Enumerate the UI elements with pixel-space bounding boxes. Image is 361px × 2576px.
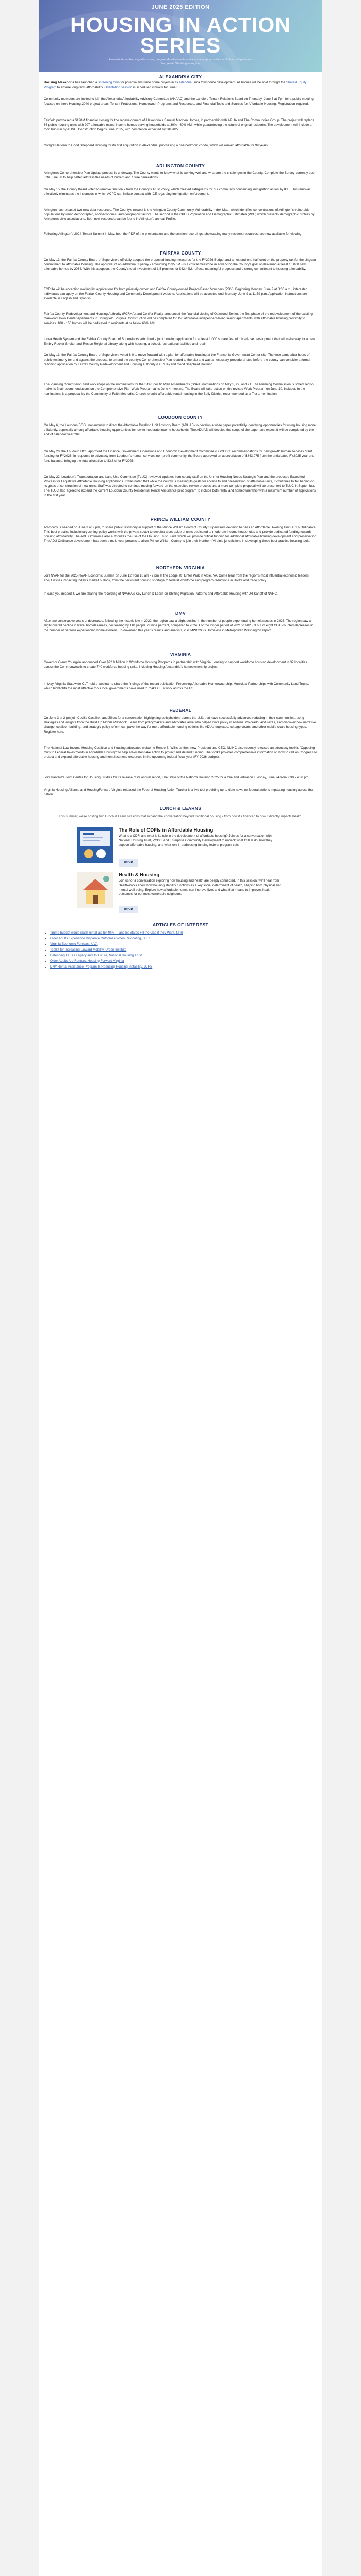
virginia-para-2: In May, Virginia Statewide CLT held a webinar to share the findings of the recent publication Preserving Affordable Homeownership: Municipal Partnerships with Community Land Trusts, which highlights the most effective tools local governments have used to make CLTs work across the US.: [44, 682, 309, 690]
article-item[interactable]: [50, 965, 317, 970]
nova-para-1: Join NVAR for the 2025 NVAR Economic Summit on June 12 from 10 am - 2 pm at the Lodge at Hunter Park in Aldie, VA. Come hear from the region's most influential economic leaders about issues impacting today's market outlook, from the persistent housing shortage to federal workforce and program reductions in DoD's and trade policy.: [44, 574, 309, 582]
text: has launched a: [74, 81, 99, 84]
federal-para-2: The National Low Income Housing Coalition and housing advocates welcome Renee B. Willis as their new President and CEO. NLIHC also recently released an advocacy toolkit, "Opposing Cuts to Federal Investments in Affordable Housing" to help advocates take action to protect and defend funding. The toolkit provides comprehensive information on how to call on Congress to protect and expand affordable housing and homelessness resources in the upcoming federal fiscal year (FY 2026 budget).: [44, 746, 317, 759]
article-link[interactable]: Defending HUD's Legacy and its Future, National Housing Trust: [50, 953, 142, 957]
article-link[interactable]: Trump budget would slash rental aid by 40% — and let States Fill the Gap if they Want, NPR: [50, 931, 183, 935]
federal-para-1: On June 3 at 2 pm join Cecilia Castillion and Zillow for a conversation highlighting policyholders across the U.S. that have successfully advanced reducing in their communities, using strategies and insights from the Build Up Mobile Playbook. Learn from policymakers and advocates alike who helped drive policy in Arizona, Colorado, and Texas, and discover how narrative change, coalition-building, and strategic policy reform can pave the way for more affordable housing options like ADUs, duplexes, cottage courts, and other mobile-scale housing types. Register here.: [44, 716, 316, 734]
lunch-card-title: The Role of CDFIs in Affordable Housing: [119, 827, 214, 833]
fairfax-para-5: On May 13, the Fairfax County Board of Supervisors voted 8-0 to move forward with a plan for affordable housing at the Franconia Government Center site. The vote came after hours of public testimony for and against the proposal to amend the county's Comprehensive Plan related to the site and was a necessary procedural step before the county can consider a formal rezoning application by Fairfax County Redevelopment and Housing Authority (FCRHA) and Good Shepherd Housing.: [44, 353, 310, 366]
hero-banner: [39, 0, 322, 72]
section-heading: NORTHERN VIRGINIA: [156, 565, 205, 570]
section-heading: DMV: [175, 611, 186, 616]
section-heading: ALEXANDRIA CITY: [159, 74, 202, 79]
article-item[interactable]: [50, 954, 317, 958]
article-item[interactable]: [50, 931, 317, 936]
article-link[interactable]: Older Adults Are Renters, Housing Forward Virginia: [50, 959, 124, 963]
section-lunch-learns: [44, 805, 317, 811]
article-link[interactable]: DNY Rental Assistance Program Is Reducing Housing Instability, JCHS: [50, 964, 153, 969]
article-link[interactable]: Virginia Economic Forecast, UVA: [50, 942, 98, 946]
shared-equity-link[interactable]: Shared Equity Program: [44, 81, 307, 89]
articles-list: [44, 931, 317, 971]
text: for potential first-time home buyers in its: [119, 81, 179, 84]
health-housing-thumbnail-icon: [77, 872, 113, 908]
section-heading: FEDERAL: [169, 708, 192, 713]
edition-label: JUNE 2025 EDITION: [151, 4, 210, 10]
section-loudoun: [44, 414, 317, 420]
fairfax-para-3: Fairfax County Redevelopment and Housing Authority (FCRHA) and Conifer Realty announced the financial closing of Oakwood Senior, the first phase of the redevelopment of the existing Oakwood Town Center Apartments in Springfield, Virginia. Construction will be completed for 150 affordable independent-living senior apartments, with affordable housing proximity to services. 100 - 150 homes will be dedicated to residents at or below 60% AMI.: [44, 312, 313, 325]
orientation-link[interactable]: Orientation session: [104, 85, 133, 89]
article-link[interactable]: Toolkit for Increasing Upward Mobility, Urban Institute: [50, 947, 127, 952]
nova-para-2: In case you missed it, we are sharing the recording of NVAHA's Key Lunch & Learn on Shifting Migration Patterns and Affordable Housing with JR Kanoff of NVRC.: [44, 592, 278, 596]
hero-subtitle: A newsletter on housing affordance, program developments and advocacy opportunities in Northern Virginia and the greater Washington region.: [109, 58, 252, 65]
article-item[interactable]: [50, 959, 317, 964]
federal-para-4: Virginia Housing Alliance and HousingForward Virginia released the Federal Housing Action Tracker is a live tool providing up-to-date news on federal actions impacting housing across the nation.: [44, 788, 313, 796]
section-virginia: [44, 651, 317, 657]
rsvp-button[interactable]: RSVP: [119, 906, 138, 913]
alexandria-para-4: Congratulations to Good Shepherd Housing for its first acquisition in Alexandria, purchasing a one-bedroom condo, which will remain affordable for 99 years.: [44, 144, 269, 147]
article-item[interactable]: [50, 942, 317, 947]
text: is scheduled virtually for June 5.: [132, 85, 179, 89]
arlington-para-3: Arlington has released two new data resources. The County's newest is the Arlington County Community Vulnerability Index Map, which identifies concentrations of Arlington's vulnerable populations by using demographic, socioeconomic, and geographic factors. The second is the CPHD Population and Demographic Estimates (PDE) which presents demographic profiles by Arlington's civic associations. Both new resources can be found in Arlington's annual Profile.: [44, 208, 315, 221]
rsvp-button[interactable]: RSVP: [119, 859, 138, 867]
arlington-para-1: Arlington's Comprehensive Plan Update process is underway. The County wants to know what is working well and what are the challenges in the County. Complete the Survey currently open until June 30 to help better address the needs of current and future generations.: [44, 171, 316, 179]
section-heading: ARLINGTON COUNTY: [156, 163, 205, 168]
lunch-card-description: Join us for a conversation exploring how housing and health are deeply connected. In this session, we'll hear from HealthWorks about how housing stability functions as a key social determinant of health, shaping both physical and mental well-being. Explore how affordable homes can improve lives and what that means to improves health outcomes for our most vulnerable neighbors.: [119, 879, 281, 896]
section-heading: FAIRFAX COUNTY: [160, 250, 201, 256]
federal-para-3: Join Harvard's Joint Center for Housing Studies for its release of its annual report, The State of the Nation's Housing 2025 for a free and virtual on Tuesday, June 24 from 2:30 - 4:30 pm.: [44, 776, 309, 779]
lunch-card-cdfi: [77, 827, 284, 868]
article-link[interactable]: Older Adults Experience Disparate Outcomes When Relocating, JCHS: [50, 936, 152, 940]
lunch-card-description: What is a CDFI and what is its role in the development of affordable housing? Join us for a conversation with National Housing Trust, VCDC, and Enterprise Community Development to unpack what CDFIs do, how they support affordable housing, and what role in addressing funding federal program cuts.: [119, 834, 272, 847]
section-fairfax: [44, 250, 317, 256]
section-federal: [44, 707, 317, 714]
section-heading: VIRGINIA: [170, 652, 191, 657]
loudoun-para-2: On May 20, the Loudoun BOS approved the Finance, Government Operations and Economic Development Committee (FGOEDC) recommendations for new growth human services grant funding for FY2026. In response to advocacy from Loudoun's human services non-profit community, the Board approved an appropriation of $843,075 from the anticipated FY2025 year end fund balance, bringing the total allocation to $3,8M for FY2026.: [44, 450, 315, 463]
cdfi-thumbnail-icon: [77, 827, 113, 863]
fairfax-para-6: The Planning Commission held workshops on the nominations for the Site-Specific Plan Amendments (SSPA) nominations on May 5, 29, and 21. The Planning Commission is scheduled to make its final recommendations on the Comprehensive Plan Work Program at its June 4 meeting. The Board will take action on the revised Work Program on June 10. Included in the nominations is a proposal by the Community of Faith Methodist Church to build affordable rental housing in the Sully District, recommended as a Tier 1 nomination.: [44, 383, 314, 396]
arlington-para-4: Following Arlington's 2024 Tenant Summit in May, both the PDF of the presentation and the session recordings, showcasing many resident resources, are now available for viewing.: [44, 232, 303, 236]
lunch-intro: This summer, we're hosting two Lunch & Learn sessions that expand the conversation beyond traditional housing - from how it's financed to how it directly impacts health.: [58, 815, 303, 818]
section-heading: LOUDOUN COUNTY: [158, 415, 203, 420]
section-dmv: [44, 610, 317, 616]
article-item[interactable]: [50, 937, 317, 941]
section-alexandria: [44, 74, 317, 80]
pwc-para-1: Advocacy is needed on June 3 at 2 pm, to share public testimony in support of the Prince William Board of County Supervisors decision to pass an Affordable Dwelling Unit (ADU) Ordinance. This best practice inclusionary zoning policy works with the private sector to develop a set-aside of units dedicated to moderate income households and provide dedicated funding towards housing affordability. The ADU Ordinance also authorizes the use of the Housing Trust Fund, which will provide critical funding for additional affordable housing development and preservation. The ADU Ordinance development has been a multi-year process to allow Prince William County to join their Northern Virginia jurisdictions in developing these best practice housing tools.: [44, 526, 317, 543]
fairfax-para-4: Inova Health System and the Fairfax County Board of Supervisors submitted a joint housing application for at least 1,000 square feet of mixed-use development that will make way for a new Embry Rucker Shelter and Reston Regional Library, along with housing, a school, recreational facilities and retail.: [44, 337, 315, 346]
alexandria-para-1: [44, 81, 317, 90]
article-item[interactable]: [50, 948, 317, 953]
lunch-card-title: Health & Housing: [119, 872, 160, 878]
text: Luna townhome development. All homes will be sold through the: [191, 81, 286, 84]
newsletter-card: [39, 0, 322, 2576]
screening-form-link[interactable]: screening form: [98, 81, 120, 84]
section-northern-virginia: [44, 565, 317, 571]
arlandria-link[interactable]: Arlandria: [178, 81, 192, 84]
loudoun-para-3: On May 22, Loudoun's Transportation and Land Use Committee (TLUC) reviewed updates from county staff on the Unmet Housing Needs Strategic Plan and the proposed Expedited Process for Legislative Affordable Housing Applications. It was noted that while the county is meeting its goals for access to and preservation of attainable units, it continues to fall behind on its goals of construction of new units. Staff was directed to continue moving forward on the expedited review process and a more complete proposal will be presented to TLUC in September. The TLUC also agreed to expand the current Loudoun County Residential Rental Assistance pilot program to include both rental and homeownership with a maximum number of applications in the first year.: [44, 475, 316, 497]
section-articles: [44, 922, 317, 928]
fairfax-para-2: FCRHA will be accepting waiting list applications for both privately-owned and Fairfax County-owned Project-Based Vouchers (PBV). Beginning Monday, June 2 at 8:00 a.m., interested individuals can apply on the Fairfax County Housing and Community Development website. Applications will be accepted until Monday, June 9 at 11:59 p.m. Application instructions are available in English and Spanish.: [44, 287, 308, 300]
hero-title: [39, 14, 322, 56]
section-heading: ARTICLES OF INTEREST: [152, 922, 209, 927]
hero-title-line2: SERIES: [140, 33, 221, 57]
org-name: Housing Alexandria: [44, 81, 74, 84]
lunch-card-health: [77, 872, 284, 914]
hero-title-line1: HOUSING IN ACTION: [70, 13, 291, 37]
section-heading: PRINCE WILLIAM COUNTY: [150, 517, 211, 522]
alexandria-para-2: Community members are invited to join the Alexandria Affordability Advisory Committee (AHAAC) and the Landlord Tenant Relations Board on Thursday, June 5 at 7pm for a public meeting focused on three Housing 2040 project areas: Tenant Protections, Homeowner Programs and Resources, and Financial Tools and Sources for Affordable Housing. Registration required.: [44, 97, 314, 106]
loudoun-para-1: On May 6, the Loudoun BOS unanimously to direct the Affordable Dwelling Unit Advisory Board (ADUAB) to develop a white paper potentially identifying opportunities for using housing more efficiently, especially among affordable housing opportunities for low to moderate income households. The ADUAB will develop the scope of the paper and expect it will be completed by the end of calendar year 2025.: [44, 423, 316, 436]
alexandria-para-3: Fairfield purchased a $120M financial closing for the redevelopment of Alexandria's Samuel Madden Homes, in partnership with ARHA and The Communities Group. The project will replace 66 public housing units with 207 affordable mixed-income homes serving households at 30% - 60% AMI, while guaranteeing the return of original residents. The development will include a food hub run by ALIVE. Construction begins June 2025, with completion expected by fall 2027.: [44, 118, 315, 131]
fairfax-para-1: On May 13, the Fairfax County Board of Supervisors officially adopted the proposed funding measures for the FY2026 Budget and an extend one-half cent on the property tax for the singular commitment to affordable housing. The approval of an additional 1 penny - amounting to $5.6M - is a critical milestone in advancing the County's goal of delivering at least 10,000 new affordable homes by 2034. With this adoption, the County's total investment of 1.5 pennies, or $42.44M, reflects meaningful progress and a strong commitment to housing affordability.: [44, 258, 316, 271]
section-arlington: [44, 163, 317, 169]
virginia-para-1: Governor Glenn Youngkin announced Over $22.9 Million in Workforce Housing Programs in partnership with Virginia Housing to support workforce housing development in 32 localities across the Commonwealth to create 740 workforce housing units, including Housing Alexandria's homeownership project.: [44, 660, 307, 669]
dmv-para-1: After two consecutive years of decreases, following the historic low in 2022, the region saw a slight decline in the number of people experiencing homelessness in 2025. The region saw a slight overall decline in literal homelessness, decreasing by 110 people, or nine percent, compared to 2024. For the longer period of 2021 to 2025, 3 out of eight COG counted decreases in the number of persons experiencing homelessness. To download this year's results and analysis, visit MWCOG's Homeless in Metropolitan Washington report.: [44, 619, 314, 632]
arlington-para-2: On May 15, the County Board voted to remove Section 7 from the County's Trust Policy, which created safeguards for our community concerning immigration action by ICE. This removal effectively eliminates the instances in which ACPD can initiate contact with ICE regarding immigration enforcement.: [44, 188, 310, 196]
section-heading: LUNCH & LEARNS: [159, 806, 202, 811]
section-prince-william: [44, 516, 317, 522]
text: to ensure long-term affordability.: [56, 85, 105, 89]
